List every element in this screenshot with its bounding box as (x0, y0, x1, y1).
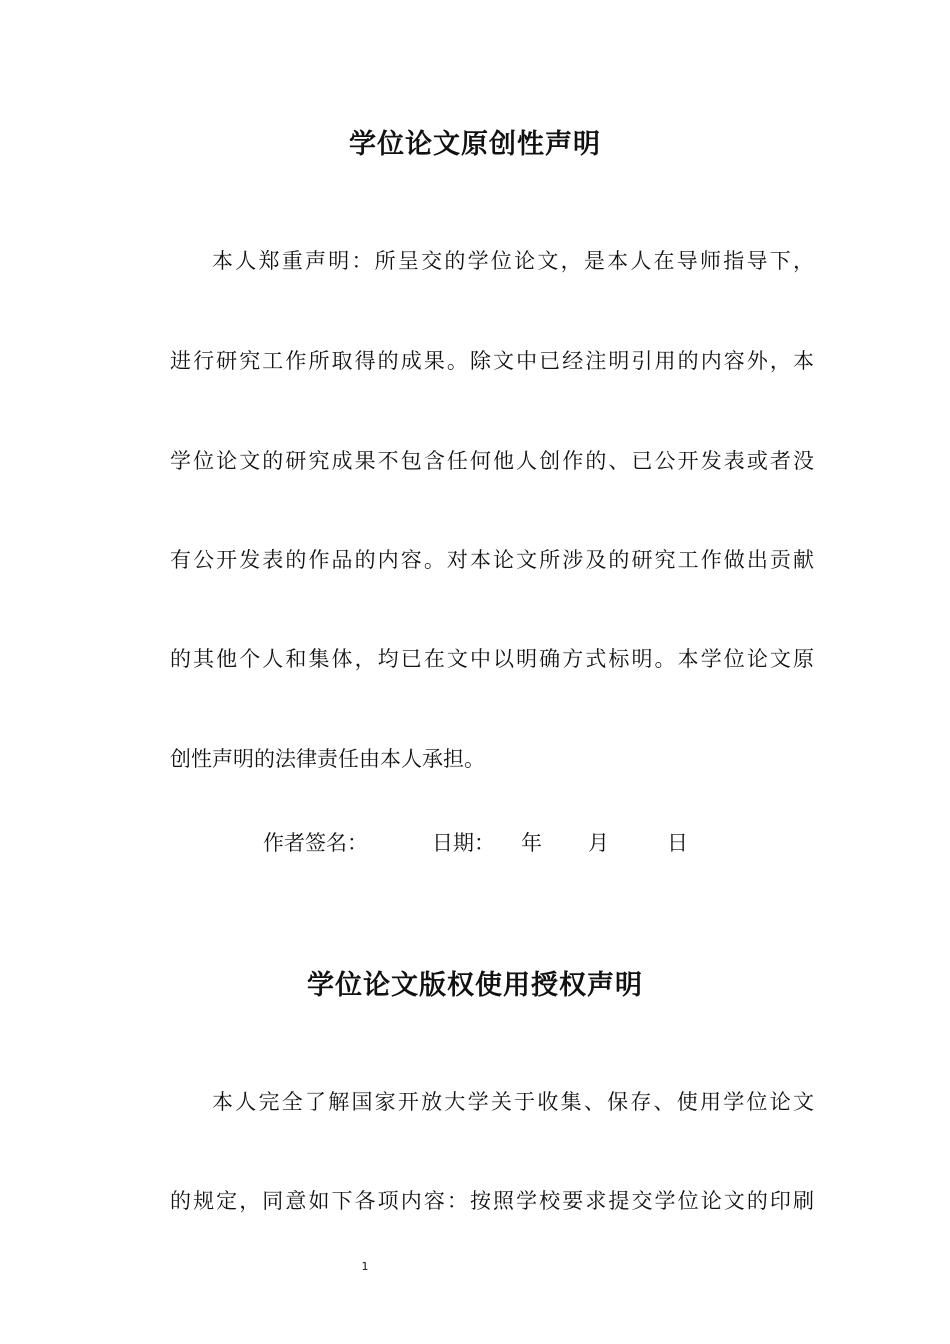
paragraph-line: 的其他个人和集体，均已在文中以明确方式标明。本学位论文原 (170, 647, 814, 671)
originality-declaration-title: 学位论文原创性声明 (349, 129, 601, 160)
paragraph-line: 学位论文的研究成果不包含任何他人创作的、已公开发表或者没 (170, 449, 814, 473)
copyright-authorization-title: 学位论文版权使用授权声明 (307, 970, 643, 1001)
year-label: 年 (521, 831, 542, 855)
author-signature-label: 作者签名： (263, 831, 368, 855)
paragraph-line: 的规定，同意如下各项内容：按照学校要求提交学位论文的印刷 (170, 1189, 814, 1213)
paragraph-line: 本人郑重声明：所呈交的学位论文，是本人在导师指导下， (212, 249, 814, 273)
paragraph-line: 创性声明的法律责任由本人承担。 (170, 747, 485, 771)
page-number: 1 (361, 1260, 369, 1273)
date-label: 日期： (432, 831, 495, 855)
paragraph-line: 有公开发表的作品的内容。对本论文所涉及的研究工作做出贡献 (170, 548, 814, 572)
day-label: 日 (667, 831, 688, 855)
signature-row (0, 828, 950, 858)
month-label: 月 (588, 831, 609, 855)
paragraph-line: 进行研究工作所取得的成果。除文中已经注明引用的内容外，本 (170, 349, 814, 373)
paragraph-line: 本人完全了解国家开放大学关于收集、保存、使用学位论文 (212, 1090, 814, 1114)
